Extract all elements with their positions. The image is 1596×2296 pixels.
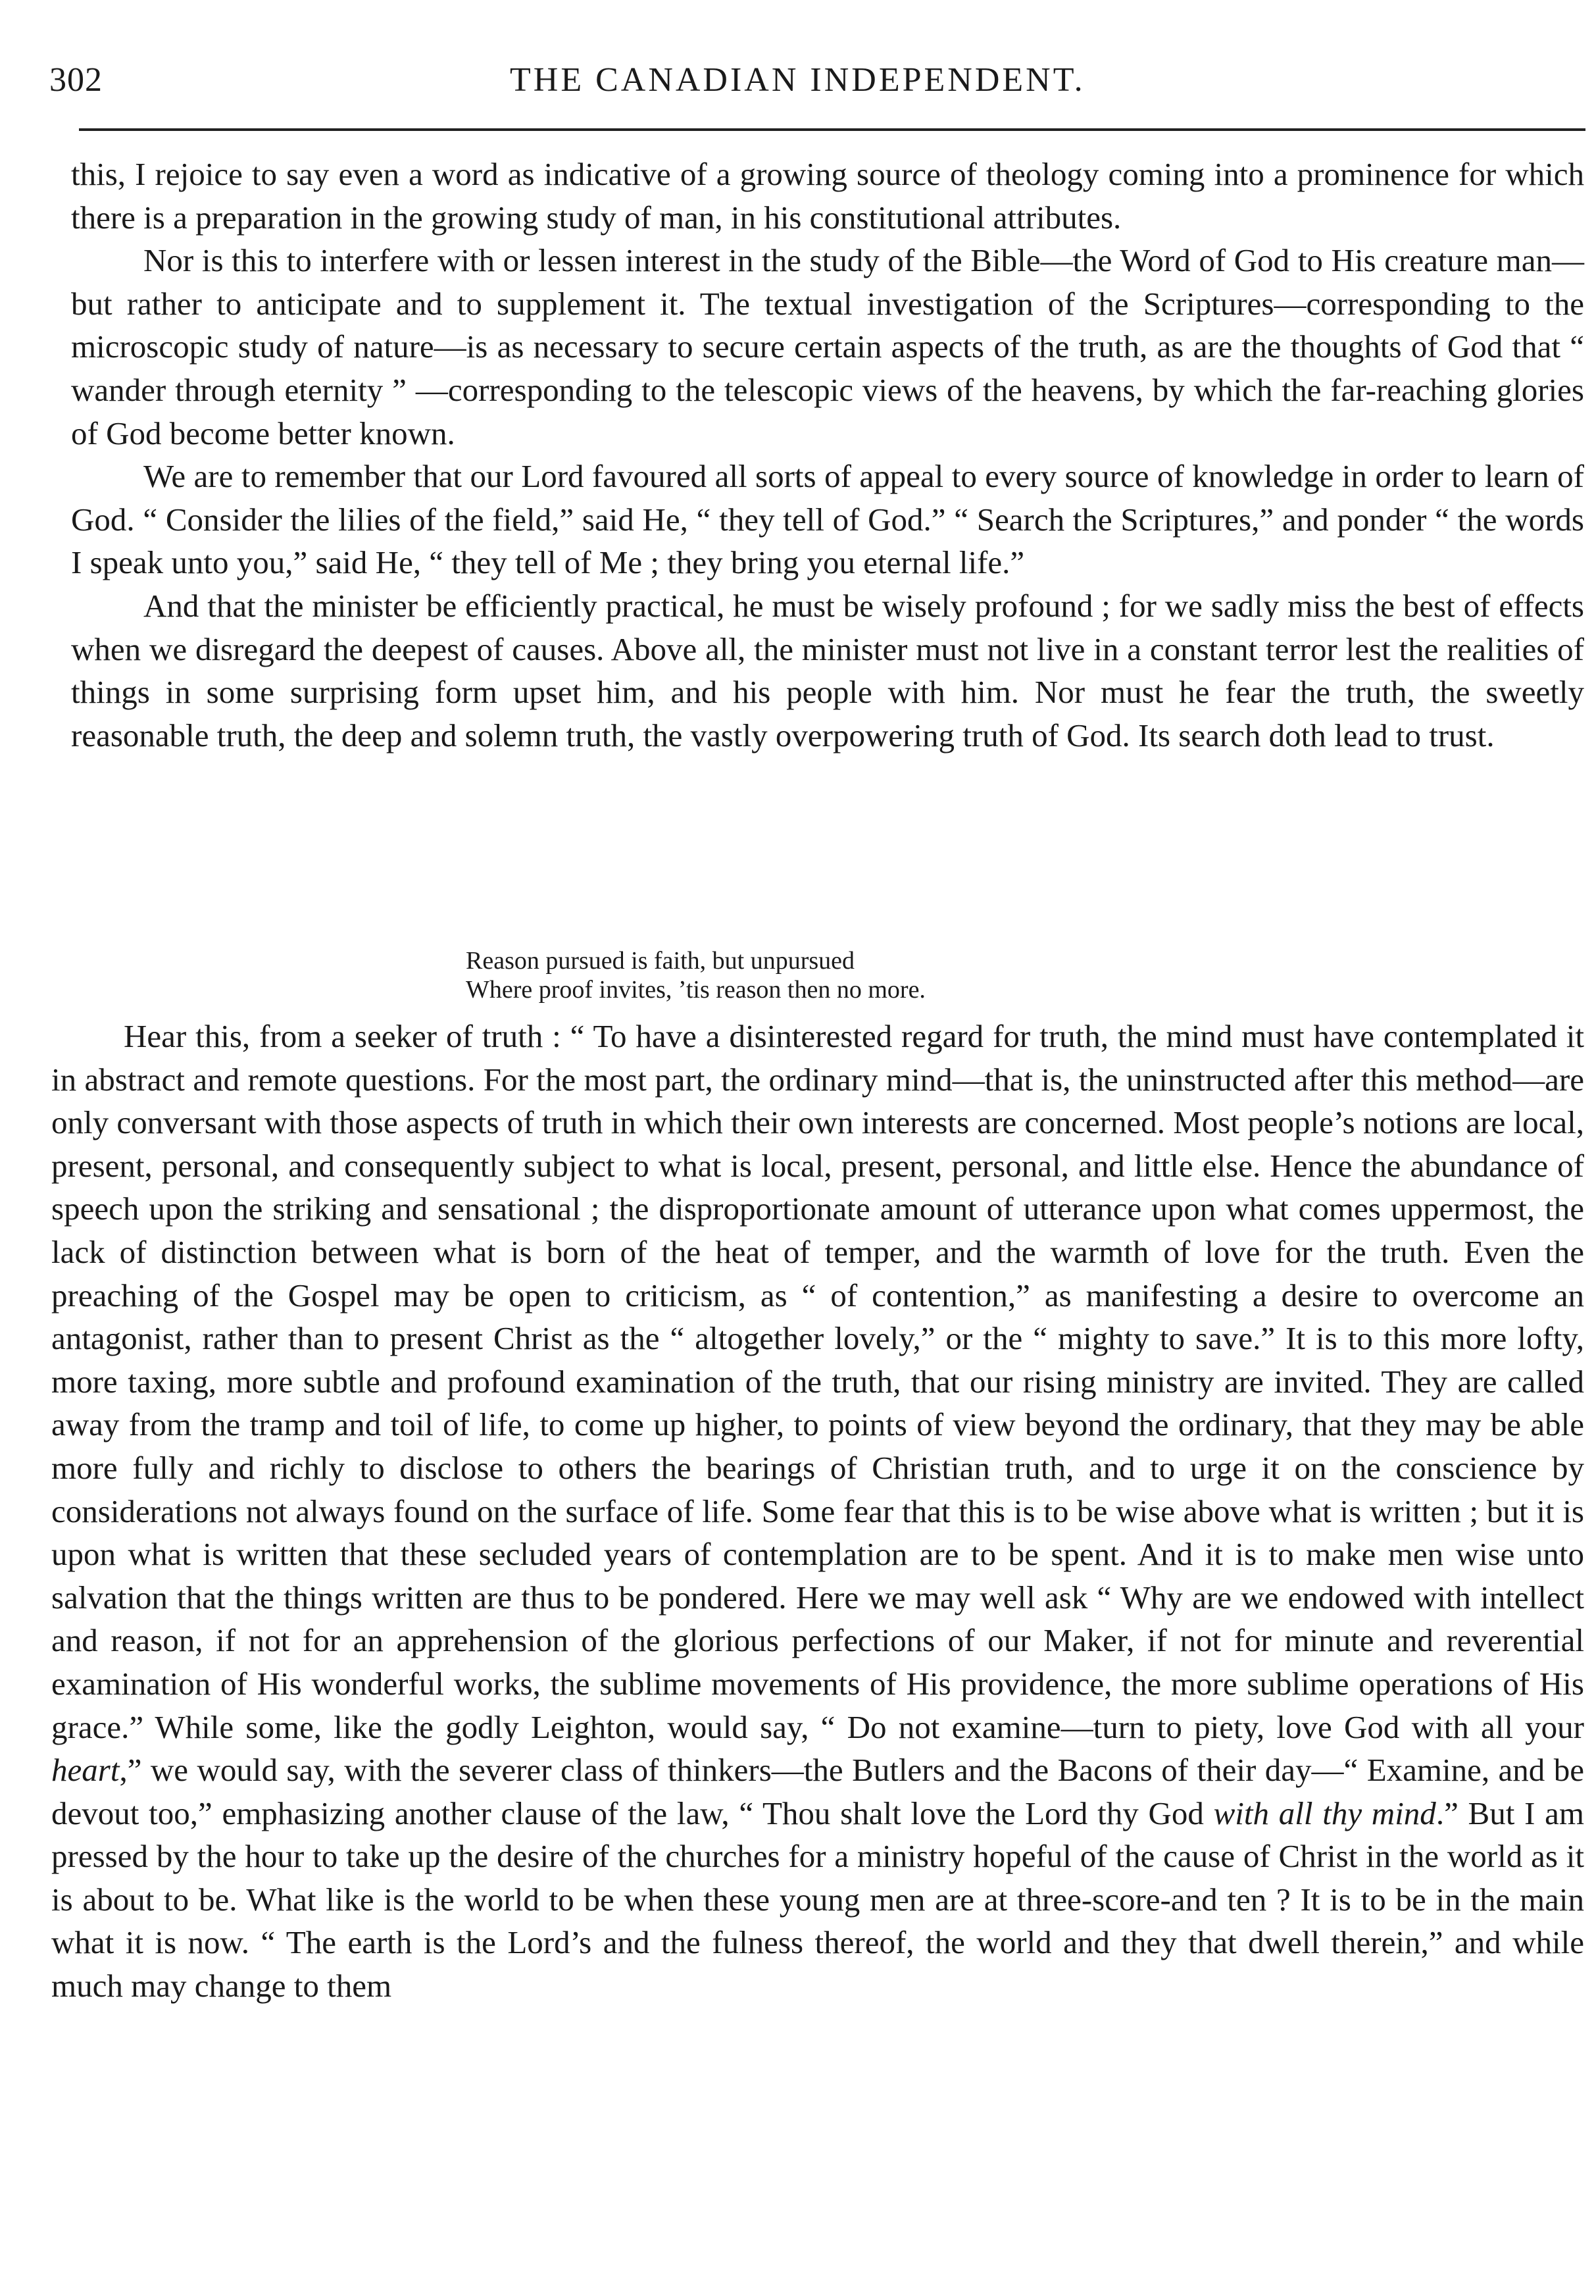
body-text-top — [71, 153, 1584, 757]
italic-text: with all thy mind — [1213, 1795, 1436, 1831]
verse-quote — [466, 946, 1189, 1004]
page-number: 302 — [49, 61, 103, 99]
paragraph-minister-practical: And that the minister be efficiently practical, he must be wisely profound ; for we sadly miss the best of effects when we disregard the deepest of causes. Above all, the minister must not live in a constant terror lest the realities of things in some surprising form upset him, and his people with him. Nor must he fear the truth, the sweetly reasonable truth, the deep and solemn truth, the vastly overpowering truth of God. Its search doth lead to trust. — [71, 587, 1584, 753]
header-rule — [79, 128, 1585, 131]
paragraph-lord-appeal: We are to remember that our Lord favoured all sorts of appeal to every source of knowledge in order to learn of God. “ Consider the lilies of the field,” said He, “ they tell of God.” “ Search the Scriptures,” and ponder “ the words I speak unto you,” said He, “ they tell of Me ; they bring you eternal life.” — [71, 458, 1584, 581]
verse-line: Where proof invites, ’tis reason then no more. — [466, 976, 926, 1004]
paragraph-bible-study: Nor is this to interfere with or lessen interest in the study of the Bible—the Word of God to His creature man—but rather to anticipate and to supplement it. The textual investigation of the Scriptures—corresponding to the microscopic study of nature—is as necessary to secure certain aspects of the truth, as are the thoughts of God that “ wander through eternity ” —corresponding to the telescopic views of the heavens, by which the far-reaching glories of God become better known. — [71, 242, 1584, 451]
italic-text: heart — [51, 1752, 120, 1789]
paragraph-text: ,” we would say, with the severer class of thinkers—the Butlers and the Bacons of their day—“ Examine, and be devout too,” emphasizing another clause of the law, “ Thou shalt love the Lord thy God — [51, 1752, 1584, 1831]
paragraph-text: Hear this, from a seeker of truth : “ To have a disinterested regard for truth, the mind must have contemplated it in abstract and remote questions. For the most part, the ordinary mind—that is, the uninstructed after this method—are only conversant with those aspects of truth in which their own interests are concerned. Most people’s notions are local, present, personal, and consequently subject to what is local, present, personal, and little else. Hence the abundance of speech upon the striking and sensational ; the disproportionate amount of utterance upon what comes uppermost, the lack of distinction between what is born of the heat of temper, and the warmth of love for the truth. Even the preaching of the Gospel may be open to criticism, as “ of contention,” as manifesting a desire to overcome an antagonist, rather than to present Christ as the “ altogether lovely,” or the “ mighty to save.” It is to this more lofty, more taxing, more subtle and profound examination of the truth, that our rising ministry are invited. They are called away from the tramp and toil of life, to come up higher, to points of view beyond the ordinary, that they may be able more fully and richly to disclose to others the bearings of Christian truth, and to urge it on the conscience by considerations not always found on the surface of life. Some fear that this is to be wise above what is written ; but it is upon what is written that these secluded years of contemplation are to be spent. And it is to make men wise unto salvation that the things written are thus to be pondered. Here we may well ask “ Why are we endowed with intellect and reason, if not for an apprehension of the glorious perfections of our Maker, if not for minute and reverential examination of His wonderful works, the sublime movements of His providence, the more sublime operations of His grace.” While some, like the godly Leighton, would say, “ Do not examine—turn to piety, love God with all your — [51, 1018, 1584, 1745]
paragraph-text: .” But I am pressed by the hour to take up the desire of the churches for a ministry hopeful of the cause of Christ in the world as it is about to be. What like is the world to be when these young men are at three-score-and ten ? It is to be in the main what it is now. “ The earth is the Lord’s and the fulness thereof, the world and they that dwell therein,” and while much may change to them — [51, 1795, 1584, 2004]
paragraph-seeker-of-truth — [51, 1015, 1584, 2008]
verse-line: Reason pursued is faith, but unpursued — [466, 947, 855, 975]
page-header — [49, 61, 1582, 107]
body-text-bottom — [51, 1015, 1584, 2008]
journal-title: THE CANADIAN INDEPENDENT. — [510, 61, 1085, 99]
paragraph-continued: this, I rejoice to say even a word as indicative of a growing source of theology coming into a prominence for which there is a preparation in the growing study of man, in his constitutional attributes. — [71, 156, 1584, 236]
